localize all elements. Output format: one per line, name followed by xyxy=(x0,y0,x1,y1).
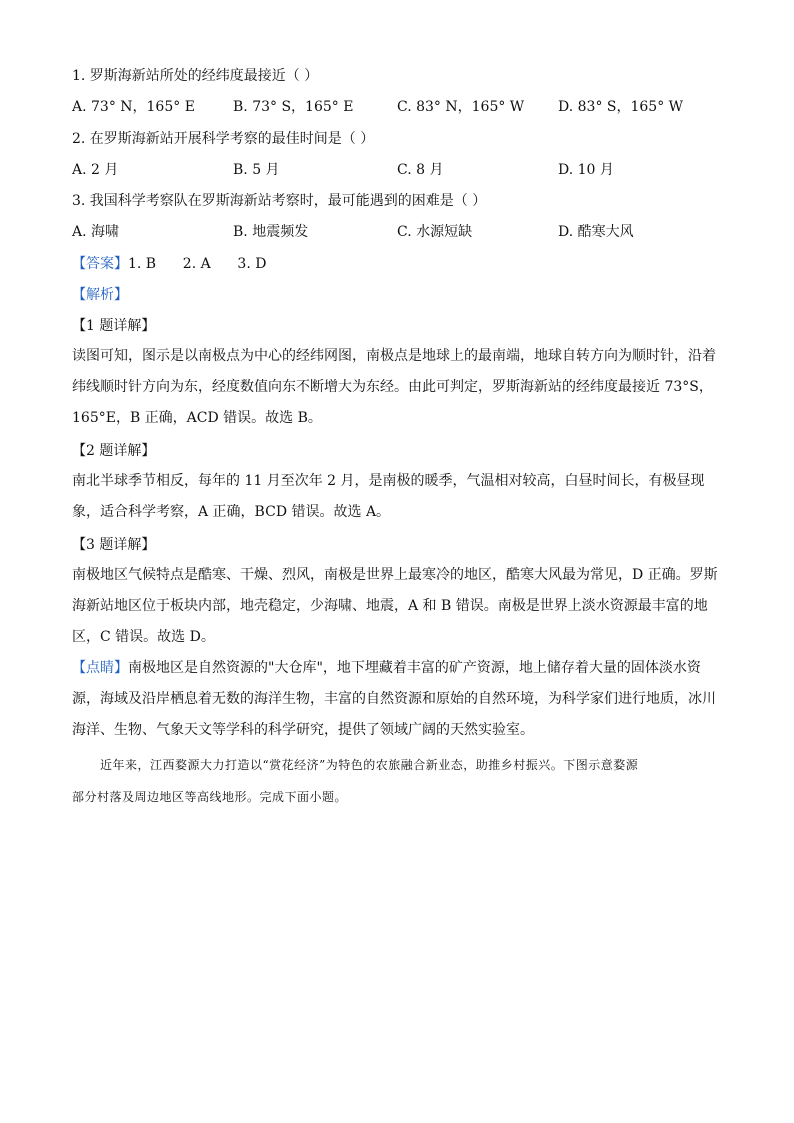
next-intro xyxy=(72,749,722,813)
q1-option-d: D. 83° S，165° W xyxy=(558,99,684,115)
answer-line xyxy=(72,254,266,274)
q2-option-b: B. 5 月 xyxy=(233,162,280,178)
q2-options xyxy=(72,160,712,180)
q2-stem: 2. 在罗斯海新站开展科学考察的最佳时间是（ ） xyxy=(72,131,375,147)
detail3-line: 海新站地区位于板块内部，地壳稳定，少海啸、地震，A 和 B 错误。南极是世界上淡水资源最丰富的地 xyxy=(72,598,708,614)
detail1-title: 【1 题详解】 xyxy=(72,318,156,334)
q3-stem: 3. 我国科学考察队在罗斯海新站考察时，最可能遇到的困难是（ ） xyxy=(72,193,487,209)
analysis-label: 【解析】 xyxy=(72,287,128,303)
detail2-line: 南北半球季节相反，每年的 11 月至次年 2 月，是南极的暖季，气温相对较高，白昼时间长，有极昼现 xyxy=(72,473,705,489)
q3-option-a: A. 海啸 xyxy=(72,224,120,240)
tips-line: 海洋、生物、气象天文等学科的科学研究，提供了领域广阔的天然实验室。 xyxy=(72,722,534,738)
q1-option-b: B. 73° S，165° E xyxy=(233,99,354,115)
q2-option-c: C. 8 月 xyxy=(397,162,444,178)
detail1-body xyxy=(72,341,722,434)
tips-line-text: 南极地区是自然资源的"大仓库"，地下埋藏着丰富的矿产资源，地上储存着大量的固体淡水资 xyxy=(128,660,701,676)
q1-option-c: C. 83° N，165° W xyxy=(397,99,525,115)
answer-label: 【答案】 xyxy=(72,256,128,272)
answer-text: 1. B 2. A 3. D xyxy=(128,256,267,272)
intro-line: 近年来，江西婺源大力打造以“赏花经济”为特色的农旅融合新业态，助推乡村振兴。下图示意婺源 xyxy=(100,758,639,772)
detail3-title: 【3 题详解】 xyxy=(72,537,156,553)
detail1-line: 纬线顺时针方向为东，经度数值向东不断增大为东经。由此可判定，罗斯海新站的经纬度最接近 73°S， xyxy=(72,379,713,395)
tips-line: 源，海域及沿岸栖息着无数的海洋生物，丰富的自然资源和原始的自然环境，为科学家们进行地质，冰川 xyxy=(72,691,716,707)
tips-body xyxy=(72,653,722,746)
q2-option-a: A. 2 月 xyxy=(72,162,119,178)
q3-option-d: D. 酷寒大风 xyxy=(558,224,634,240)
q1-option-a: A. 73° N，165° E xyxy=(72,99,195,115)
detail3-line: 区，C 错误。故选 D。 xyxy=(72,629,215,645)
detail3-line: 南极地区气候特点是酷寒、干燥、烈风，南极是世界上最寒冷的地区，酷寒大风最为常见，D 正确。罗斯 xyxy=(72,567,718,583)
tips-line xyxy=(72,653,722,684)
q3-option-c: C. 水源短缺 xyxy=(397,224,473,240)
q2-option-d: D. 10 月 xyxy=(558,162,614,178)
q1-stem: 1. 罗斯海新站所处的经纬度最接近（ ） xyxy=(72,68,319,84)
detail3-body xyxy=(72,560,722,653)
q1-options xyxy=(72,97,712,117)
detail2-title: 【2 题详解】 xyxy=(72,443,156,459)
intro-line: 部分村落及周边地区等高线地形。完成下面小题。 xyxy=(72,790,348,804)
q3-option-b: B. 地震频发 xyxy=(233,224,309,240)
detail2-line: 象，适合科学考察，A 正确，BCD 错误。故选 A。 xyxy=(72,504,391,520)
detail2-body xyxy=(72,466,722,528)
detail1-line: 读图可知，图示是以南极点为中心的经纬网图，南极点是地球上的最南端，地球自转方向为顺时针，沿着 xyxy=(72,348,716,364)
q3-options xyxy=(72,222,712,242)
detail1-line: 165°E，B 正确，ACD 错误。故选 B。 xyxy=(72,410,322,426)
tips-label: 【点睛】 xyxy=(72,660,128,676)
